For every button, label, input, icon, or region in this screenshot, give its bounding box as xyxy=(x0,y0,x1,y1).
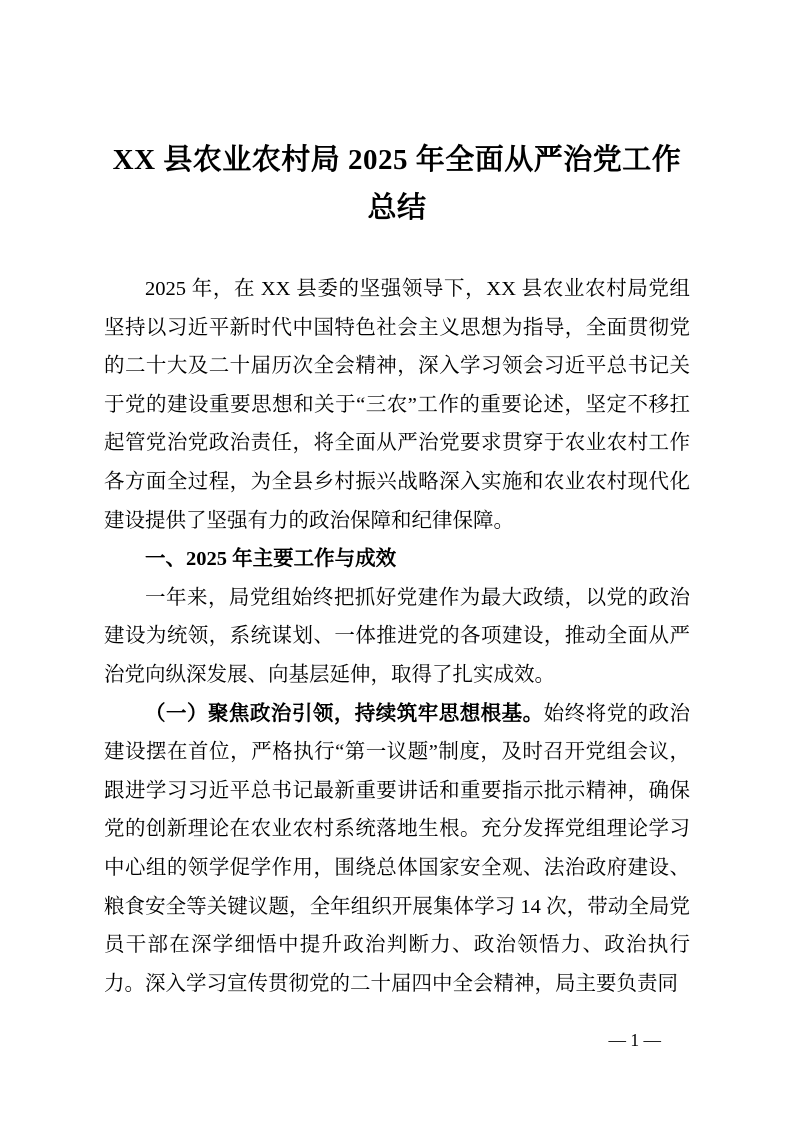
paragraph-section1-item1 xyxy=(104,695,690,1004)
paragraph-lead-bold: （一）聚焦政治引领，持续筑牢思想根基。 xyxy=(145,702,544,725)
paragraph-section1-overview: 一年来，局党组始终把抓好党建作为最大政绩，以党的政治建设为统领，系统谋划、一体推进党的各项建设，推动全面从严治党向纵深发展、向基层延伸，取得了扎实成效。 xyxy=(104,586,690,686)
document-content xyxy=(104,136,690,1003)
document-title: XX 县农业农村局 2025 年全面从严治党工作总结 xyxy=(112,144,682,224)
page-number: — 1 — xyxy=(608,1030,661,1050)
paragraph-lead-rest: 始终将党的政治建设摆在首位，严格执行“第一议题”制度，及时召开党组会议，跟进学习习近平总书记最新重要讲话和重要指示批示精神，确保党的创新理论在农业农村系统落地生根。充分发挥党组理论学习中心组的领学促学作用，围绕总体国家安全观、法治政府建设、粮食安全等关键议题，全年组织开展集体学习 14 次，带动全局党员干部在深学细悟中提升政治判断力、政治领悟力、政治执行力。深入学习宣传贯彻党的二十届四中全会精神，局主要负责同 xyxy=(104,702,691,995)
section-heading-1: 一、2025 年主要工作与成效 xyxy=(145,548,397,571)
paragraph-intro: 2025 年，在 XX 县委的坚强领导下，XX 县农业农村局党组坚持以习近平新时代中国特色社会主义思想为指导，全面贯彻党的二十大及二十届历次全会精神，深入学习领会习近平总书记关于党的建设重要思想和关于“三农”工作的重要论述，坚定不移扛起管党治党政治责任，将全面从严治党要求贯穿于农业农村工作各方面全过程，为全县乡村振兴战略深入实施和农业农村现代化建设提供了坚强有力的政治保障和纪律保障。 xyxy=(104,278,690,532)
